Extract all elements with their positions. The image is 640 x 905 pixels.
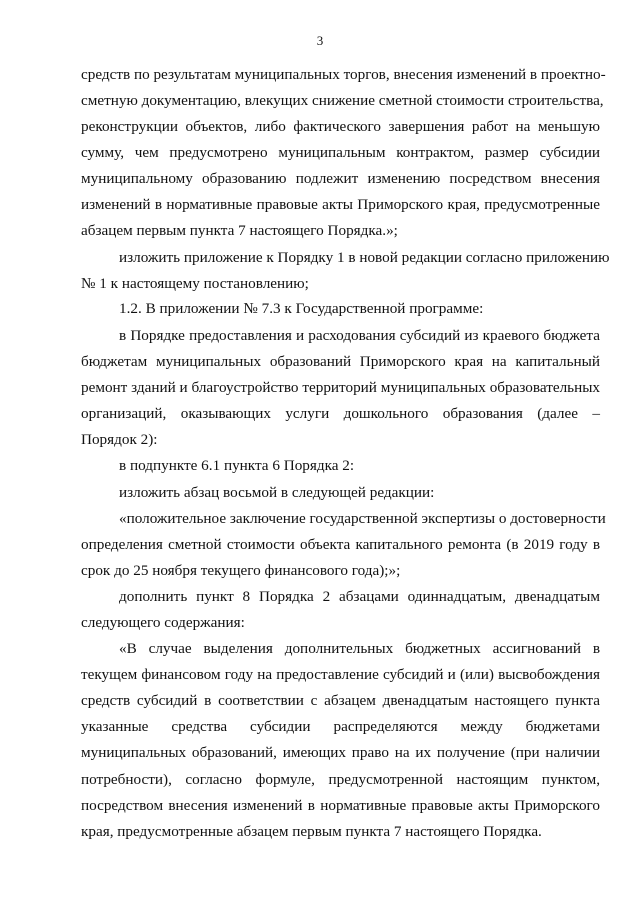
text-line: в подпункте 6.1 пункта 6 Порядка 2: [119, 457, 355, 474]
text-line: определения сметной стоимости объекта капитального ремонта (в 2019 году в [81, 536, 600, 553]
text-line: края, предусмотренные абзацем первым пункта 7 настоящего Порядка. [81, 823, 542, 840]
text-line: изложить приложение к Порядку 1 в новой редакции согласно приложению [119, 249, 610, 266]
text-line: «положительное заключение государственной экспертизы о достоверности [119, 510, 606, 527]
text-line: реконструкции объектов, либо фактического завершения работ на меньшую [81, 118, 600, 135]
text-line: срок до 25 ноября текущего финансового года);»; [81, 562, 401, 579]
text-line: следующего содержания: [81, 614, 245, 631]
text-line: абзацем первым пункта 7 настоящего Порядка.»; [81, 222, 398, 239]
text-line: муниципальных образований, имеющих право на их получение (при наличии [81, 744, 600, 761]
text-line: сумму, чем предусмотрено муниципальным контрактом, размер субсидии [81, 144, 600, 161]
text-line: 1.2. В приложении № 7.3 к Государственной программе: [119, 300, 484, 317]
text-line: изложить абзац восьмой в следующей редакции: [119, 484, 435, 501]
text-line: № 1 к настоящему постановлению; [81, 275, 309, 292]
text-line: сметную документацию, влекущих снижение сметной стоимости строительства, [81, 92, 604, 109]
text-line: посредством внесения изменений в нормативные правовые акты Приморского [81, 797, 600, 814]
text-line: указанные средства субсидии распределяются между бюджетами [81, 718, 600, 735]
text-line: муниципальному образованию подлежит изменению посредством внесения [81, 170, 600, 187]
text-line: организаций, оказывающих услуги дошкольного образования (далее – [81, 405, 600, 422]
text-line: бюджетам муниципальных образований Приморского края на капитальный [81, 353, 600, 370]
text-line: ремонт зданий и благоустройство территорий муниципальных образовательных [81, 379, 600, 396]
text-line: дополнить пункт 8 Порядка 2 абзацами одиннадцатым, двенадцатым [119, 588, 600, 605]
text-line: потребности), согласно формуле, предусмотренной настоящим пунктом, [81, 771, 600, 788]
text-line: средств субсидий в соответствии с абзацем двенадцатым настоящего пункта [81, 692, 600, 709]
text-line: изменений в нормативные правовые акты Приморского края, предусмотренные [81, 196, 600, 213]
text-line: Порядок 2): [81, 431, 158, 448]
text-line: средств по результатам муниципальных торгов, внесения изменений в проектно- [81, 66, 606, 83]
text-line: «В случае выделения дополнительных бюджетных ассигнований в [119, 640, 600, 657]
text-line: в Порядке предоставления и расходования субсидий из краевого бюджета [119, 327, 600, 344]
text-line: текущем финансовом году на предоставление субсидий и (или) высвобождения [81, 666, 600, 683]
page-number: 3 [316, 33, 324, 48]
